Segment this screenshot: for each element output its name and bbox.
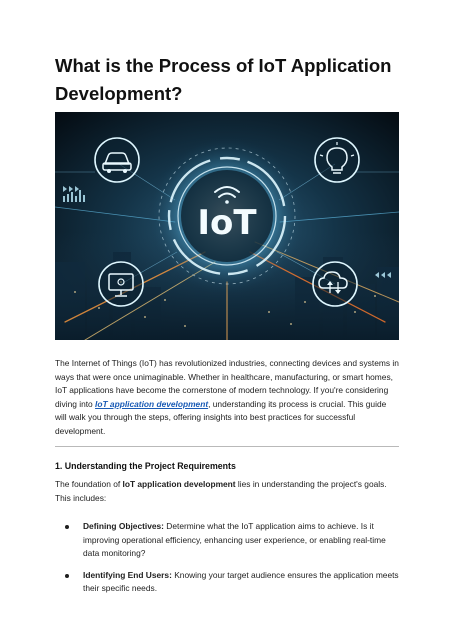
monitor-icon [99, 262, 143, 306]
list-item-label: Defining Objectives: [83, 521, 164, 531]
section-lead-start: The foundation of [55, 479, 123, 489]
section-lead-paragraph [55, 478, 399, 505]
bullet-icon [65, 525, 69, 529]
page-title: What is the Process of IoT Application Development? [55, 55, 392, 104]
intro-text-end: , understanding its process is crucial. This guide will walk you through the steps, offering insights into best practices for successful development. [55, 398, 387, 436]
section-lead-end: lies in understanding the project's goals. This includes: [55, 479, 387, 503]
car-icon [95, 138, 139, 182]
intro-text-start: The Internet of Things (IoT) has revolutionized industries, connecting devices and systems in ways that were once unimaginable. Whether in healthcare, manufacturing, or smart homes, IoT applications have become the cornerstone of modern technology. If you're considering diving into [55, 358, 399, 409]
list-item [55, 520, 399, 561]
section-divider [55, 446, 399, 447]
section-heading: 1. Understanding the Project Requirements [55, 461, 236, 471]
requirements-list [55, 520, 399, 604]
list-item [55, 569, 399, 596]
intro-paragraph [55, 357, 399, 439]
bullet-icon [65, 574, 69, 578]
section-lead-bold: IoT application development [122, 479, 236, 489]
iot-application-development-link[interactable]: IoT application development [95, 398, 209, 409]
list-item-text: Knowing your target audience ensures the application meets their specific needs. [83, 569, 399, 594]
list-item-text: Determine what the IoT application aims to achieve. Is it improving operational efficiency, enhancing user experience, or enabling real-time data monitoring? [83, 521, 386, 559]
lightbulb-icon [315, 138, 359, 182]
iot-illustration [55, 112, 399, 340]
cloud-sync-icon [313, 262, 357, 306]
iot-logo-text: IoT [197, 203, 257, 243]
iot-hero-image [55, 112, 399, 340]
list-item-label: Identifying End Users: [83, 569, 172, 580]
